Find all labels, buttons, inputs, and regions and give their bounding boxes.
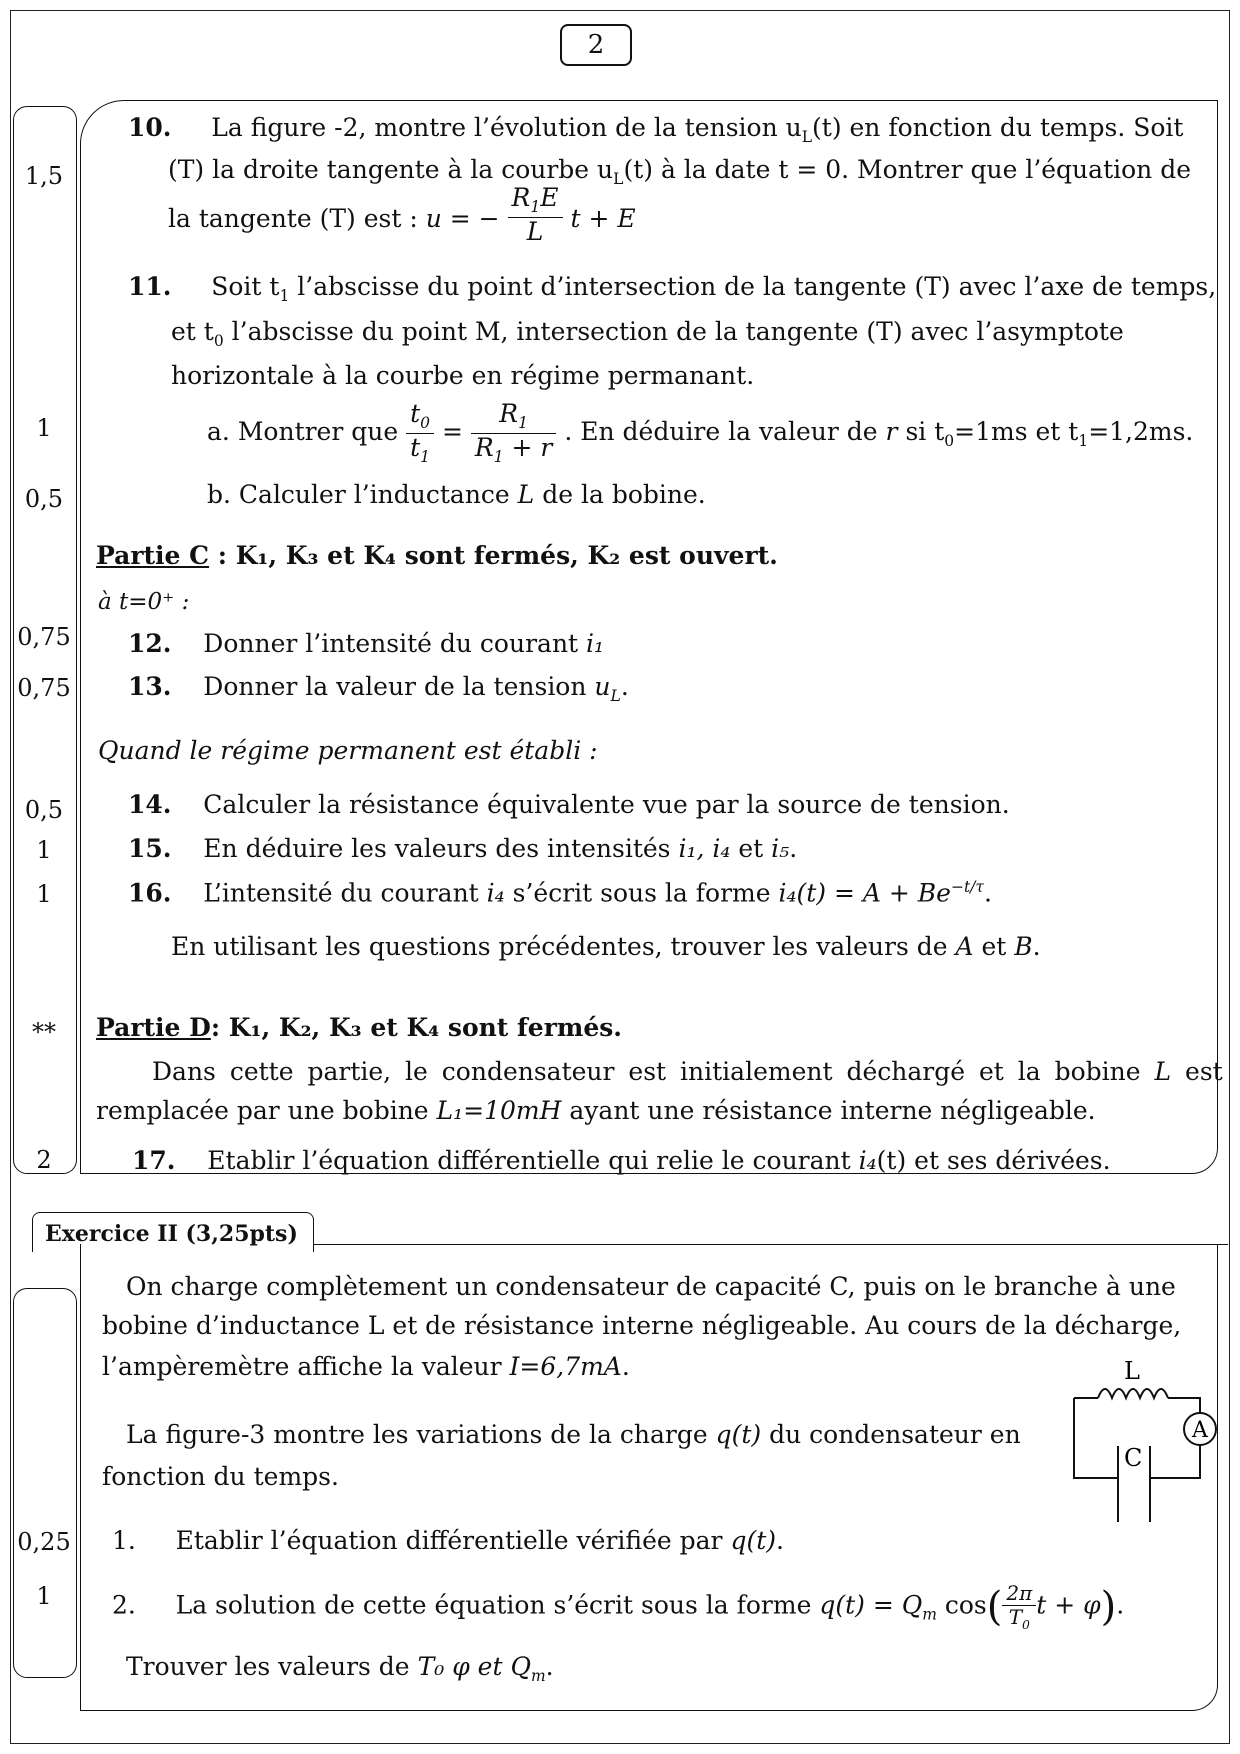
points-q13: 0,75 [17, 674, 71, 702]
q11a-f2-num: R [499, 399, 519, 428]
ex2-q2-line [112, 1582, 1124, 1632]
q11-line-1a: Soit t [211, 272, 280, 301]
q11a-t0-sub: 0 [944, 431, 955, 450]
q16-follow-line [171, 932, 1041, 961]
ammeter-label: A [1192, 1418, 1208, 1443]
ex2-para1-line2: bobine d’inductance L et de résistance interne négligeable. Au cours de la décharge, [102, 1311, 1182, 1340]
part-d-title: Partie D [96, 1013, 211, 1042]
points-q10: 1,5 [24, 162, 64, 190]
part-d-para-line-1 [152, 1057, 1223, 1086]
ex2-q2-formula-rest: t + φ [1036, 1590, 1101, 1620]
ex2-para2-var: q(t) [715, 1420, 762, 1449]
q17-text-2: (t) et ses dérivées. [876, 1146, 1111, 1175]
exercise-2-title: Exercice II (3,25pts) [32, 1212, 314, 1252]
q16-follow-text: En utilisant les questions précédentes, trouver les valeurs de [171, 932, 956, 961]
part-d-para-2b: ayant une résistance interne négligeable. [561, 1096, 1096, 1125]
q17-var: i₄ [858, 1146, 877, 1175]
ex2-q2-text: La solution de cette équation s’écrit sous la forme [175, 1590, 820, 1620]
inductor-label: L [1124, 1357, 1140, 1385]
q11b-L: L [517, 480, 535, 509]
points-q11a: 1 [36, 414, 52, 442]
q10-line-3-text: la tangente (T) est : [168, 203, 426, 233]
points-q14: 0,5 [24, 796, 64, 824]
ex2-q2-follow-vars: T₀ φ et Q [417, 1652, 531, 1681]
q10-eq-den: L [526, 216, 544, 246]
q11b-text-1: Calculer l’inductance [238, 480, 518, 509]
q11a-text-3: si t [897, 416, 945, 446]
q14-text: Calculer la résistance équivalente vue par la source de tension. [203, 790, 1010, 819]
q16-follow-end: . [1032, 932, 1041, 961]
q11a-t1-sub: 1 [1078, 431, 1089, 450]
part-d-para-2a: remplacée par une bobine [96, 1096, 437, 1125]
q16-line [128, 878, 992, 907]
q11a-f1-den-sub: 1 [420, 447, 431, 466]
q13-number: 13. [128, 672, 172, 701]
q11a-fraction-r [471, 400, 557, 467]
part-c-heading [96, 541, 778, 570]
ex2-para1-line1: On charge complètement un condensateur de capacité C, puis on le branche à une [126, 1272, 1176, 1301]
q10-line-2b: (t) à la date t = 0. Montrer que l’équation de [623, 155, 1192, 184]
q16-follow-A: A [955, 932, 974, 961]
q11a-text-4: =1ms et t [954, 416, 1079, 446]
ex2-q2-fraction [1002, 1582, 1036, 1632]
points-ex2-q1: 0,25 [17, 1528, 71, 1556]
ex2-para1-line3-text: l’ampèremètre affiche la valeur [102, 1352, 510, 1381]
q11-line-2 [171, 317, 1124, 350]
ex2-para1-line3-end: . [621, 1352, 630, 1381]
ex2-q1-end: . [776, 1526, 784, 1555]
q15-var3: i₅ [771, 834, 790, 863]
q13-line [128, 672, 629, 705]
q11b-text-2: de la bobine. [534, 480, 706, 509]
ex2-q1-line [112, 1526, 784, 1555]
q11-line-1b: l’abscisse du point d’intersection de la tangente (T) avec l’axe de temps, [289, 272, 1217, 301]
part-d-para-2-var: L₁=10mH [436, 1096, 562, 1125]
page-number: 2 [560, 24, 632, 66]
q16-text: L’intensité du courant [203, 878, 487, 908]
q16-follow-B: B [1014, 932, 1033, 961]
ex2-q2-formula-sub: m [922, 1605, 937, 1624]
points-q15: 1 [36, 836, 52, 864]
points-q17: 2 [36, 1146, 52, 1174]
q11a-text-5: =1,2ms. [1088, 416, 1194, 446]
capacitor-label: C [1124, 1444, 1143, 1472]
q13-var: u [594, 672, 611, 701]
ex2-q2-frac-den: T [1008, 1605, 1023, 1629]
ex2-q1-number: 1. [112, 1526, 136, 1555]
ex2-q2-cos: cos [936, 1590, 987, 1620]
lc-circuit-diagram [1062, 1352, 1222, 1532]
q16-exponent: −t/τ [950, 878, 984, 896]
ex2-q2-follow-end: . [545, 1652, 554, 1681]
q11a-text-2: . En déduire la valeur de [564, 416, 886, 446]
part-d-para-1-L: L [1154, 1057, 1172, 1086]
ex2-para2-line1 [126, 1420, 1021, 1449]
ex2-para2-text-2: du condensateur en [761, 1420, 1021, 1449]
q11b-line [207, 480, 706, 509]
points-q11b: 0,5 [24, 485, 64, 513]
q11-line-1 [128, 272, 1216, 305]
ex2-q2-formula-left: q(t) = Q [819, 1590, 923, 1620]
q12-number: 12. [128, 629, 172, 658]
ex2-q2-number: 2. [112, 1590, 136, 1620]
q11a-r: r [885, 416, 898, 446]
q12-text: Donner l’intensité du courant [203, 629, 587, 658]
points-q16: 1 [36, 880, 52, 908]
q15-vars: i₁, i₄ [678, 834, 731, 863]
q10-eq-num-e: E [540, 183, 559, 212]
q17-line [132, 1146, 1111, 1175]
q10-eq-rest: t + E [570, 203, 636, 233]
q17-text: Etablir l’équation différentielle qui relie le courant [207, 1146, 859, 1175]
q16-var: i₄ [486, 878, 505, 908]
q13-end: . [620, 672, 629, 701]
q11a-f2-den-rest: + r [503, 432, 553, 462]
circuit-wire-left [1074, 1398, 1118, 1478]
ex2-q2-end: . [1116, 1590, 1125, 1620]
points-q12: 0,75 [17, 623, 71, 651]
q13-text: Donner la valeur de la tension [203, 672, 595, 701]
q10-eq-fraction [508, 184, 563, 247]
q16-number: 16. [128, 878, 172, 908]
part-d-heading-rest: : K₁, K₂, K₃ et K₄ sont fermés. [210, 1013, 623, 1042]
q10-line-3 [168, 183, 636, 247]
q11-number: 11. [128, 272, 172, 301]
q11-line-2b: l’abscisse du point M, intersection de la tangente (T) avec l’asymptote [223, 317, 1124, 346]
q10-eq-num-r: R [511, 183, 531, 212]
ex2-q2-follow-line [126, 1652, 554, 1685]
q14-number: 14. [128, 790, 172, 819]
part-d-para-line-2 [96, 1096, 1096, 1125]
ex2-q2-paren-right: ) [1100, 1584, 1117, 1631]
points-margin-2 [13, 1288, 77, 1678]
q10-eq-num-sub: 1 [530, 198, 541, 216]
q11a-f1-den: t [410, 432, 421, 462]
q10-eq-u: u = − [425, 203, 500, 233]
part-d-heading [96, 1013, 622, 1042]
ex2-q2-frac-den-sub: 0 [1022, 1617, 1030, 1632]
q11-line-1-sub: 1 [279, 287, 290, 305]
q10-line-2-sub: L [613, 170, 624, 188]
ex2-q2-frac-num: 2π [1002, 1582, 1036, 1606]
q15-end: . [789, 834, 798, 863]
q16-text-2: s’écrit sous la forme [504, 878, 779, 908]
circuit-wire-top-right [1168, 1398, 1200, 1414]
ex2-para2-text: La figure-3 montre les variations de la charge [126, 1420, 716, 1449]
ex2-q1-text: Etablir l’équation différentielle vérifiée par [175, 1526, 731, 1555]
q15-text: En déduire les valeurs des intensités [203, 834, 679, 863]
q17-number: 17. [132, 1146, 176, 1175]
ex2-q2-paren-left: ( [986, 1584, 1003, 1631]
q10-text-2: (t) en fonction du temps. Soit [812, 113, 1184, 142]
ex2-para2-line2: fonction du temps. [102, 1462, 339, 1491]
q16-follow-et: et [973, 932, 1015, 961]
q11a-label: a. [207, 416, 230, 446]
q16-formula: i₄(t) = A + Be [778, 878, 951, 908]
q11b-label: b. [207, 480, 231, 509]
q10-sub: L [801, 128, 813, 146]
points-part-d: ** [32, 1018, 56, 1046]
q11a-equals: = [441, 416, 463, 446]
q10-line-2a: (T) la droite tangente à la courbe u [168, 155, 614, 184]
q16-end: . [983, 878, 992, 908]
q11-line-2a: et t [171, 317, 214, 346]
circuit-wire-bottom-right [1150, 1444, 1200, 1478]
ex2-q1-var: q(t) [730, 1526, 776, 1555]
q11a-f2-den: R [474, 432, 494, 462]
ex2-q2-follow-text: Trouver les valeurs de [126, 1652, 418, 1681]
ex2-current-value: I=6,7mA [509, 1352, 622, 1381]
steady-state-label: Quand le régime permanent est établi : [98, 736, 598, 765]
q12-var: i₁ [586, 629, 605, 658]
part-c-t0-label: à t=0⁺ : [98, 589, 190, 615]
q15-et: et [730, 834, 772, 863]
q11-line-2-sub: 0 [213, 332, 224, 350]
part-c-heading-rest: : K₁, K₃ et K₄ sont fermés, K₂ est ouvert. [209, 541, 778, 570]
q15-number: 15. [128, 834, 172, 863]
ex2-para1-line3 [102, 1352, 630, 1381]
q11a-fraction-t [406, 400, 434, 467]
part-c-title: Partie C [96, 541, 210, 570]
q11a-f2-den-sub: 1 [493, 447, 504, 466]
q10-number: 10. [128, 113, 172, 142]
q11a-line [207, 400, 1193, 467]
q11a-f2-num-sub: 1 [518, 414, 528, 432]
q11-line-3: horizontale à la courbe en régime permanant. [171, 361, 755, 390]
q15-line [128, 834, 797, 863]
q10-text: La figure -2, montre l’évolution de la tension u [211, 113, 802, 142]
ex2-q2-follow-sub: m [530, 1667, 546, 1685]
q10-line-1 [128, 113, 1183, 146]
q11a-text-1: Montrer que [237, 416, 399, 446]
part-d-para-1: Dans cette partie, le condensateur est initialement déchargé et la bobine [152, 1057, 1155, 1086]
q12-line [128, 629, 604, 658]
q10-line-2 [168, 155, 1191, 188]
inductor-coil [1098, 1389, 1168, 1398]
q13-var-sub: L [610, 687, 621, 705]
part-d-para-1-end: est [1171, 1057, 1223, 1086]
q11a-f1-num: t [410, 399, 421, 428]
q14-line [128, 790, 1010, 819]
q11a-f1-num-sub: 0 [420, 414, 431, 432]
points-ex2-q2: 1 [36, 1582, 52, 1610]
